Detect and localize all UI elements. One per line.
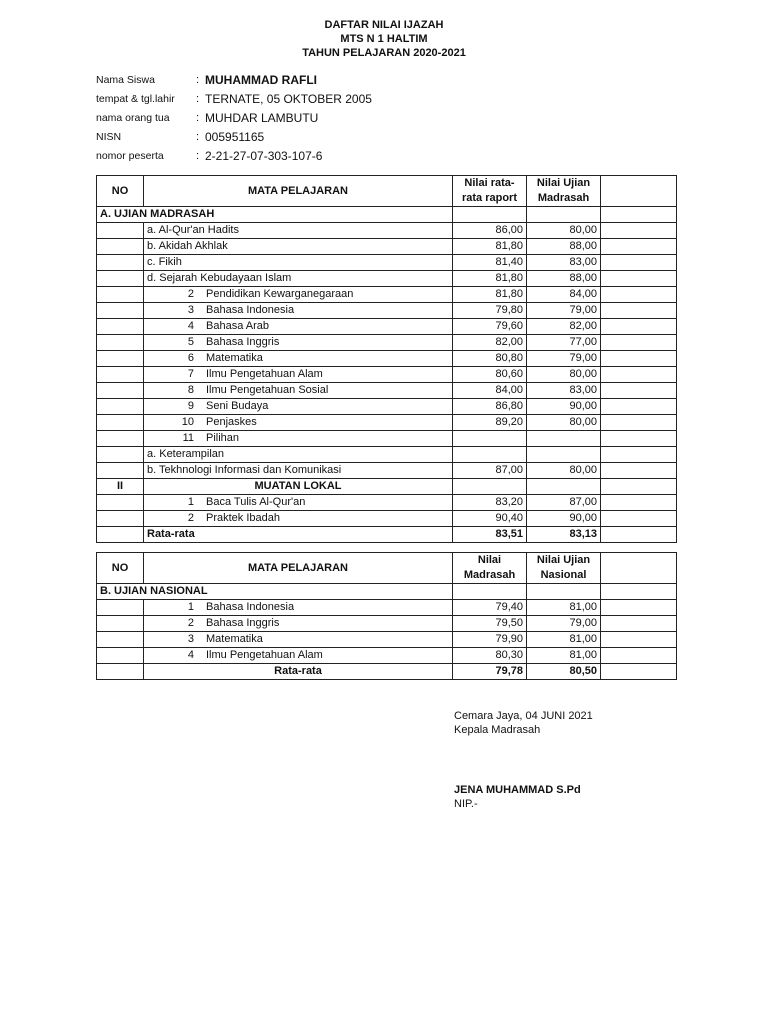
subject-cell	[144, 511, 453, 527]
subject-cell	[144, 287, 453, 303]
subject-row	[97, 319, 677, 335]
madrasah-value: 79,90	[453, 632, 527, 648]
empty-cell	[601, 351, 677, 367]
report-value: 86,00	[453, 223, 527, 239]
subject-row	[97, 495, 677, 511]
subject-row	[97, 383, 677, 399]
empty-cell	[453, 207, 527, 223]
subject-row	[97, 351, 677, 367]
madrasah-value: 80,30	[453, 648, 527, 664]
header-line: Madrasah	[537, 192, 590, 204]
section-label: A. UJIAN MADRASAH	[97, 207, 453, 223]
empty-cell	[601, 527, 677, 543]
row-spacer	[97, 664, 144, 680]
empty-cell	[527, 479, 601, 495]
info-colon: :	[196, 92, 200, 105]
empty-cell	[601, 271, 677, 287]
subject-cell	[144, 383, 453, 399]
row-spacer	[97, 287, 144, 303]
subject-cell	[144, 335, 453, 351]
row-number: 4	[187, 320, 194, 332]
report-value: 79,60	[453, 319, 527, 335]
subject-name: Bahasa Indonesia	[206, 601, 295, 613]
subject-cell: b. Tekhnologi Informasi dan Komunikasi	[144, 463, 453, 479]
header-madrasah-exam	[527, 176, 601, 207]
report-value: 80,80	[453, 351, 527, 367]
row-number: 2	[187, 617, 194, 629]
empty-cell	[601, 584, 677, 600]
exam-value: 79,00	[527, 351, 601, 367]
row-number: 2	[187, 288, 194, 300]
empty-cell	[601, 600, 677, 616]
subject-row	[97, 463, 677, 479]
row-spacer	[97, 495, 144, 511]
section-row	[97, 584, 677, 600]
row-spacer	[97, 303, 144, 319]
section-number: II	[97, 479, 144, 495]
national-value: 81,00	[527, 648, 601, 664]
subject-cell: d. Sejarah Kebudayaan Islam	[144, 271, 453, 287]
subject-cell	[144, 319, 453, 335]
header-report-average	[453, 176, 527, 207]
exam-value: 82,00	[527, 319, 601, 335]
national-value: 81,00	[527, 600, 601, 616]
row-spacer	[97, 367, 144, 383]
empty-cell	[601, 223, 677, 239]
info-row-name	[96, 70, 372, 89]
subject-row	[97, 255, 677, 271]
madrasah-value: 79,50	[453, 616, 527, 632]
row-number: 9	[187, 400, 194, 412]
subject-cell	[144, 495, 453, 511]
subject-name: Pendidikan Kewarganegaraan	[206, 288, 354, 300]
subject-cell: b. Akidah Akhlak	[144, 239, 453, 255]
report-value: 81,80	[453, 287, 527, 303]
subject-name: Penjaskes	[206, 416, 257, 428]
header-line: Nilai Ujian	[536, 554, 591, 566]
subject-row	[97, 648, 677, 664]
header-empty	[601, 176, 677, 207]
report-value: 82,00	[453, 335, 527, 351]
exam-value: 77,00	[527, 335, 601, 351]
subject-name: Ilmu Pengetahuan Sosial	[206, 384, 329, 396]
table-header-row	[97, 553, 677, 584]
student-parent: MUHDAR LAMBUTU	[205, 110, 319, 125]
header-line: rata raport	[461, 192, 518, 204]
subject-row	[97, 399, 677, 415]
report-value: 86,80	[453, 399, 527, 415]
info-colon: :	[196, 73, 200, 86]
subject-row	[97, 415, 677, 431]
header-no: NO	[97, 553, 144, 584]
row-number: 1	[187, 496, 194, 508]
info-row-exam-number	[96, 146, 372, 165]
empty-cell	[601, 367, 677, 383]
exam-value: 90,00	[527, 399, 601, 415]
subject-row	[97, 271, 677, 287]
row-spacer	[97, 271, 144, 287]
subject-cell: c. Fikih	[144, 255, 453, 271]
subject-row	[97, 335, 677, 351]
exam-value: 80,00	[527, 415, 601, 431]
subject-name: Bahasa Arab	[206, 320, 269, 332]
info-label: NISN	[96, 130, 122, 143]
empty-cell	[601, 287, 677, 303]
subject-cell	[144, 632, 453, 648]
exam-value: 90,00	[527, 511, 601, 527]
exam-value: 80,00	[527, 367, 601, 383]
national-value: 81,00	[527, 632, 601, 648]
empty-cell	[601, 479, 677, 495]
subject-name: Bahasa Inggris	[206, 336, 280, 348]
section-row	[97, 207, 677, 223]
row-spacer	[97, 463, 144, 479]
row-number: 10	[181, 416, 194, 428]
exam-value: 88,00	[527, 239, 601, 255]
subject-cell	[144, 415, 453, 431]
subject-row	[97, 447, 677, 463]
info-colon: :	[196, 130, 200, 143]
subject-row	[97, 600, 677, 616]
subject-name: Praktek Ibadah	[206, 512, 280, 524]
subject-cell: a. Keterampilan	[144, 447, 453, 463]
exam-value: 83,00	[527, 383, 601, 399]
header-national-exam	[527, 553, 601, 584]
section-label: B. UJIAN NASIONAL	[97, 584, 453, 600]
row-number: 11	[182, 432, 194, 444]
empty-cell	[601, 511, 677, 527]
report-value: 80,60	[453, 367, 527, 383]
grades-table-madrasah	[96, 175, 677, 543]
row-number: 4	[187, 649, 194, 661]
national-value: 79,00	[527, 616, 601, 632]
report-value: 81,40	[453, 255, 527, 271]
row-spacer	[97, 223, 144, 239]
subject-row	[97, 511, 677, 527]
row-spacer	[97, 319, 144, 335]
info-colon: :	[196, 111, 200, 124]
report-value: 87,00	[453, 463, 527, 479]
header-line: Nilai Ujian	[536, 177, 591, 189]
row-spacer	[97, 255, 144, 271]
empty-cell	[601, 648, 677, 664]
subject-cell	[144, 648, 453, 664]
report-value: 81,80	[453, 239, 527, 255]
document-title	[0, 18, 768, 60]
empty-cell	[601, 335, 677, 351]
empty-cell	[527, 584, 601, 600]
empty-cell	[601, 255, 677, 271]
exam-value	[527, 431, 601, 447]
average-row	[97, 664, 677, 680]
student-info	[96, 70, 372, 165]
table-header-row	[97, 176, 677, 207]
average-row	[97, 527, 677, 543]
subject-name: Ilmu Pengetahuan Alam	[206, 368, 323, 380]
report-value: 89,20	[453, 415, 527, 431]
subject-name: Bahasa Indonesia	[206, 304, 295, 316]
empty-cell	[601, 616, 677, 632]
row-spacer	[97, 447, 144, 463]
empty-cell	[601, 495, 677, 511]
exam-value: 80,00	[527, 463, 601, 479]
grades-table-national	[96, 552, 677, 680]
subject-name: Baca Tulis Al-Qur'an	[206, 496, 306, 508]
empty-cell	[601, 664, 677, 680]
report-value: 84,00	[453, 383, 527, 399]
subject-cell	[144, 616, 453, 632]
row-number: 3	[187, 633, 194, 645]
subject-row	[97, 616, 677, 632]
header-empty	[601, 553, 677, 584]
report-value: 83,20	[453, 495, 527, 511]
row-spacer	[97, 616, 144, 632]
subject-cell	[144, 431, 453, 447]
subject-name: Bahasa Inggris	[206, 617, 280, 629]
info-row-birth	[96, 89, 372, 108]
info-row-nisn	[96, 127, 372, 146]
subject-name: Seni Budaya	[206, 400, 269, 412]
empty-cell	[601, 383, 677, 399]
subject-cell	[144, 351, 453, 367]
header-subject: MATA PELAJARAN	[144, 553, 453, 584]
subject-row	[97, 431, 677, 447]
row-number: 3	[187, 304, 194, 316]
average-report: 83,51	[453, 527, 527, 543]
report-value	[453, 431, 527, 447]
exam-value: 83,00	[527, 255, 601, 271]
signatory	[454, 783, 581, 811]
exam-value: 87,00	[527, 495, 601, 511]
signatory-nip: NIP.-	[454, 798, 478, 810]
title-line-2: MTS N 1 HALTIM	[340, 33, 428, 45]
row-spacer	[97, 415, 144, 431]
subject-row	[97, 223, 677, 239]
row-spacer	[97, 383, 144, 399]
empty-cell	[601, 431, 677, 447]
row-spacer	[97, 335, 144, 351]
empty-cell	[527, 207, 601, 223]
header-line: Madrasah	[463, 569, 516, 581]
subject-row	[97, 367, 677, 383]
signature-place-date: Cemara Jaya, 04 JUNI 2021	[454, 710, 593, 722]
signature-role: Kepala Madrasah	[454, 724, 541, 736]
subject-name: Matematika	[206, 352, 263, 364]
exam-value: 80,00	[527, 223, 601, 239]
row-number: 2	[187, 512, 194, 524]
empty-cell	[601, 415, 677, 431]
report-value: 81,80	[453, 271, 527, 287]
exam-value: 79,00	[527, 303, 601, 319]
empty-cell	[601, 399, 677, 415]
average-national: 80,50	[527, 664, 601, 680]
student-name: MUHAMMAD RAFLI	[205, 72, 317, 87]
row-number: 6	[187, 352, 194, 364]
subject-name: Pilihan	[206, 432, 240, 444]
average-madrasah: 79,78	[453, 664, 527, 680]
subject-cell	[144, 303, 453, 319]
empty-cell	[601, 207, 677, 223]
empty-cell	[601, 447, 677, 463]
section-label: MUATAN LOKAL	[144, 479, 453, 495]
info-colon: :	[196, 149, 200, 162]
empty-cell	[453, 584, 527, 600]
info-label: nomor peserta	[96, 149, 164, 162]
empty-cell	[601, 239, 677, 255]
exam-value: 84,00	[527, 287, 601, 303]
average-label: Rata-rata	[144, 664, 453, 680]
header-line: Nilai	[477, 554, 502, 566]
empty-cell	[601, 303, 677, 319]
info-row-parent	[96, 108, 372, 127]
row-spacer	[97, 600, 144, 616]
student-birth: TERNATE, 05 OKTOBER 2005	[205, 91, 372, 106]
row-number: 1	[187, 601, 194, 613]
empty-cell	[453, 479, 527, 495]
empty-cell	[601, 463, 677, 479]
subject-name: Matematika	[206, 633, 263, 645]
subject-cell	[144, 367, 453, 383]
signature-block	[454, 709, 593, 737]
exam-value: 88,00	[527, 271, 601, 287]
average-exam: 83,13	[527, 527, 601, 543]
student-exam-number: 2-21-27-07-303-107-6	[205, 148, 323, 163]
title-line-3: TAHUN PELAJARAN 2020-2021	[302, 47, 466, 59]
row-spacer	[97, 239, 144, 255]
header-no: NO	[97, 176, 144, 207]
report-value	[453, 447, 527, 463]
exam-value	[527, 447, 601, 463]
average-label: Rata-rata	[144, 527, 453, 543]
row-spacer	[97, 351, 144, 367]
subject-cell	[144, 600, 453, 616]
row-number: 5	[187, 336, 194, 348]
subject-row	[97, 287, 677, 303]
row-spacer	[97, 632, 144, 648]
row-spacer	[97, 431, 144, 447]
title-line-1: DAFTAR NILAI IJAZAH	[324, 19, 444, 31]
header-subject: MATA PELAJARAN	[144, 176, 453, 207]
row-spacer	[97, 511, 144, 527]
subject-cell	[144, 399, 453, 415]
row-number: 8	[187, 384, 194, 396]
row-spacer	[97, 648, 144, 664]
subject-row	[97, 632, 677, 648]
header-line: Nilai rata-	[464, 177, 515, 189]
subject-cell: a. Al-Qur'an Hadits	[144, 223, 453, 239]
madrasah-value: 79,40	[453, 600, 527, 616]
row-spacer	[97, 399, 144, 415]
empty-cell	[601, 632, 677, 648]
signatory-name: JENA MUHAMMAD S.Pd	[454, 784, 581, 796]
info-label: Nama Siswa	[96, 73, 155, 86]
subject-name: Ilmu Pengetahuan Alam	[206, 649, 323, 661]
row-number: 7	[187, 368, 194, 380]
report-value: 90,40	[453, 511, 527, 527]
section-row	[97, 479, 677, 495]
empty-cell	[601, 319, 677, 335]
student-nisn: 005951165	[205, 129, 265, 144]
header-madrasah-score	[453, 553, 527, 584]
subject-row	[97, 239, 677, 255]
row-spacer	[97, 527, 144, 543]
info-label: nama orang tua	[96, 111, 170, 124]
info-label: tempat & tgl.lahir	[96, 92, 175, 105]
header-line: Nasional	[540, 569, 587, 581]
report-value: 79,80	[453, 303, 527, 319]
subject-row	[97, 303, 677, 319]
